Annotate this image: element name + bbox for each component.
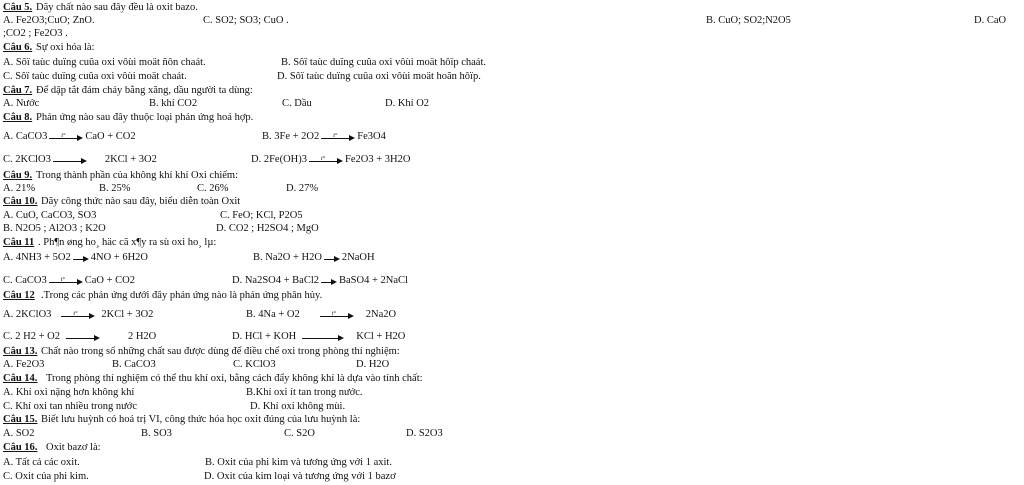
q11-b-reactants: B. Na2O + H2O	[253, 252, 322, 263]
heat-condition-label: t°	[60, 277, 65, 283]
q12-options-row1	[0, 306, 1024, 324]
q13-option-d: D. H2O	[356, 359, 390, 370]
q8-d-reactants: D. 2Fe(OH)3	[251, 154, 307, 165]
q12-option-c	[3, 328, 156, 346]
q11-option-b	[253, 249, 375, 267]
q6-option-d: D. Sôï taùc duïng cuûa oxi vôùi moät hoãn hôïp.	[277, 71, 481, 82]
q9-option-c: C. 26%	[197, 183, 229, 194]
q16-option-a: A. Tất cả các oxit.	[3, 457, 80, 468]
q8-options-row2	[0, 151, 1024, 169]
q11-stem	[0, 236, 1024, 249]
q12-option-d	[232, 328, 405, 346]
q13-option-b: B. CaCO3	[112, 359, 156, 370]
q9-title: Câu 9.	[3, 170, 33, 181]
q12-option-a	[3, 306, 153, 324]
q16-option-c: C. Oxit của phi kim.	[3, 471, 89, 482]
q10-text: Dãy công thức nào sau đây, biểu diễn toàn Oxit	[41, 196, 241, 207]
q12-b-reactants: B. 4Na + O2	[246, 309, 300, 320]
q5-option-d: D. CaO	[974, 15, 1007, 26]
reaction-arrow-icon	[321, 272, 337, 290]
reaction-arrow-icon	[320, 306, 354, 324]
q12-d-reactants: D. HCl + KOH	[232, 331, 297, 342]
reaction-arrow-icon	[49, 272, 83, 290]
q5-text: Dãy chất nào sau đây đều là oxit bazo.	[36, 2, 198, 13]
q12-options-row2	[0, 328, 1024, 346]
q5-stem	[0, 1, 1024, 14]
q8-a-products: CaO + CO2	[85, 131, 136, 142]
q11-d-products: BaSO4 + 2NaCl	[339, 275, 408, 286]
q15-option-d: D. S2O3	[406, 428, 443, 439]
q7-text: Để dập tắt đám cháy bằng xăng, dầu người ta dùng:	[36, 85, 253, 96]
q7-stem	[0, 84, 1024, 97]
q15-title: Câu 15.	[3, 414, 38, 425]
reaction-arrow-icon	[321, 128, 355, 146]
q12-c-products: 2 H2O	[127, 331, 157, 342]
q5-option-a: A. Fe2O3;CuO; ZnO.	[3, 15, 95, 26]
q5-option-d-cont: ;CO2 ; Fe2O3 .	[3, 28, 68, 39]
q10-stem	[0, 195, 1024, 208]
q11-option-c	[3, 272, 135, 290]
q11-a-reactants: A. 4NH3 + 5O2	[3, 252, 71, 263]
q11-option-d	[232, 272, 408, 290]
q11-options-row1	[0, 249, 1024, 267]
q16-title: Câu 16.	[3, 442, 38, 453]
q13-stem	[0, 345, 1024, 358]
q5-options	[0, 14, 1024, 27]
reaction-arrow-icon	[53, 151, 87, 169]
q9-option-b: B. 25%	[99, 183, 131, 194]
q5-options-cont	[0, 27, 1024, 40]
q6-option-a: A. Sôï taùc duïng cuûa oxi vôùi moät ñôn chaát.	[3, 57, 206, 68]
q12-title: Câu 12	[3, 290, 35, 301]
q8-text: Phản ứng nào sau đây thuộc loại phản ứng hoá hợp.	[36, 112, 254, 123]
reaction-arrow-icon	[309, 151, 343, 169]
q13-text: Chất nào trong số những chất sau được dùng để điều chế oxi trong phòng thí nghiệm:	[41, 346, 400, 357]
q10-option-a: A. CuO, CaCO3, SO3	[3, 210, 97, 221]
q5-option-b: B. CuO; SO2;N2O5	[706, 15, 791, 26]
reaction-arrow-icon	[302, 328, 344, 346]
q5-option-c: C. SO2; SO3; CuO .	[203, 15, 289, 26]
q7-options	[0, 97, 1024, 110]
q14-options-row2	[0, 400, 1024, 413]
q6-stem	[0, 41, 1024, 54]
q6-text: Sự oxi hóa là:	[36, 42, 95, 53]
heat-condition-label: t°	[333, 133, 338, 139]
q11-b-products: 2NaOH	[341, 252, 375, 263]
q15-stem	[0, 413, 1024, 426]
q7-title: Câu 7.	[3, 85, 33, 96]
reaction-arrow-icon	[324, 249, 340, 267]
q8-c-reactants: C. 2KClO3	[3, 154, 51, 165]
q10-options-row2	[0, 222, 1024, 235]
q10-title: Câu 10.	[3, 196, 38, 207]
q8-d-products: Fe2O3 + 3H2O	[345, 154, 411, 165]
q16-stem	[0, 441, 1024, 454]
q10-options-row1	[0, 209, 1024, 222]
q8-option-a	[3, 128, 136, 146]
q8-b-reactants: B. 3Fe + 2O2	[262, 131, 320, 142]
q9-text: Trong thành phần của không khí khí Oxi chiếm:	[36, 170, 239, 181]
q11-c-products: CaO + CO2	[84, 275, 136, 286]
q7-option-c: C. Dầu	[282, 98, 312, 109]
q9-stem	[0, 169, 1024, 182]
q13-option-a: A. Fe2O3	[3, 359, 45, 370]
heat-condition-label: t°	[321, 156, 326, 162]
q15-option-a: A. SO2	[3, 428, 35, 439]
q11-a-products: 4NO + 6H2O	[90, 252, 149, 263]
q11-options-row2	[0, 272, 1024, 290]
reaction-arrow-icon	[61, 306, 95, 324]
q7-option-a: A. Nước	[3, 98, 40, 109]
q8-title: Câu 8.	[3, 112, 33, 123]
heat-condition-label: t°	[61, 133, 66, 139]
q14-stem	[0, 372, 1024, 385]
q11-option-a	[3, 249, 148, 267]
q10-option-b: B. N2O5 ; Al2O3 ; K2O	[3, 223, 106, 234]
q15-option-b: B. SO3	[141, 428, 172, 439]
heat-condition-label: t°	[73, 311, 78, 317]
q11-title: Câu 11	[3, 237, 35, 248]
q8-c-products: 2KCl + 3O2	[104, 154, 157, 165]
q14-options-row1	[0, 386, 1024, 399]
q16-text: Oxit bazơ là:	[46, 442, 101, 453]
q12-d-products: KCl + H2O	[356, 331, 406, 342]
q9-options	[0, 182, 1024, 195]
q12-text: .Trong các phản ứng dưới đây phản ứng nào là phản ứng phân hủy.	[41, 290, 323, 301]
q7-option-b: B. khí CO2	[149, 98, 198, 109]
q16-options-row1	[0, 456, 1024, 469]
q9-option-d: D. 27%	[286, 183, 319, 194]
heat-condition-label: t°	[331, 311, 336, 317]
q10-option-d: D. CO2 ; H2SO4 ; MgO	[216, 223, 319, 234]
q8-options-row1	[0, 128, 1024, 146]
q8-b-products: Fe3O4	[357, 131, 386, 142]
q14-option-a: A. Khí oxi nặng hơn không khí	[3, 387, 135, 398]
q14-option-b: B.Khí oxi ít tan trong nước.	[246, 387, 363, 398]
q16-option-b: B. Oxit của phi kim và tương ứng với 1 axit.	[205, 457, 392, 468]
q12-a-products: 2KCl + 3O2	[101, 309, 154, 320]
q8-option-d	[251, 151, 410, 169]
q14-title: Câu 14.	[3, 373, 38, 384]
q11-c-reactants: C. CaCO3	[3, 275, 47, 286]
q12-b-products: 2Na2O	[365, 309, 397, 320]
q15-text: Biết lưu huỳnh có hoá trị VI, công thức hóa học oxit đúng của lưu huỳnh là:	[41, 414, 361, 425]
reaction-arrow-icon	[66, 328, 100, 346]
q13-title: Câu 13.	[3, 346, 38, 357]
reaction-arrow-icon	[49, 128, 83, 146]
q6-options-row2	[0, 70, 1024, 83]
q16-options-row2	[0, 470, 1024, 483]
q14-option-d: D. Khí oxi không mùi.	[250, 401, 346, 412]
q8-a-reactants: A. CaCO3	[3, 131, 48, 142]
q10-option-c: C. FeO; KCl, P2O5	[220, 210, 303, 221]
q6-options-row1	[0, 56, 1024, 69]
q8-stem	[0, 111, 1024, 124]
q7-option-d: D. Khí O2	[385, 98, 430, 109]
reaction-arrow-icon	[73, 249, 89, 267]
q12-option-b	[246, 306, 396, 324]
q8-option-c	[3, 151, 157, 169]
q9-option-a: A. 21%	[3, 183, 36, 194]
q15-option-c: C. S2O	[284, 428, 315, 439]
q13-option-c: C. KClO3	[233, 359, 276, 370]
q14-text: Trong phòng thí nghiệm có thể thu khí oxi, bằng cách đẩy không khí là dựa vào tính chất:	[46, 373, 423, 384]
q15-options	[0, 427, 1024, 440]
q11-d-reactants: D. Na2SO4 + BaCl2	[232, 275, 320, 286]
q11-text: . Ph¶n øng ho¸ häc cã x¶y ra sù oxi ho¸ lµ:	[38, 237, 217, 248]
q12-stem	[0, 289, 1024, 302]
q12-a-reactants: A. 2KClO3	[3, 309, 52, 320]
q16-option-d: D. Oxit của kim loại và tương ứng với 1 bazơ	[204, 471, 396, 482]
q14-option-c: C. Khí oxi tan nhiều trong nước	[3, 401, 138, 412]
q8-option-b	[262, 128, 386, 146]
q12-c-reactants: C. 2 H2 + O2	[3, 331, 60, 342]
q6-option-c: C. Sôï taùc duïng cuûa oxi vôùi moät chaát.	[3, 71, 187, 82]
q5-title: Câu 5.	[3, 2, 33, 13]
q6-title: Câu 6.	[3, 42, 33, 53]
q6-option-b: B. Sôï taùc duïng cuûa oxi vôùi moät hôïp chaát.	[281, 57, 487, 68]
q13-options	[0, 358, 1024, 371]
